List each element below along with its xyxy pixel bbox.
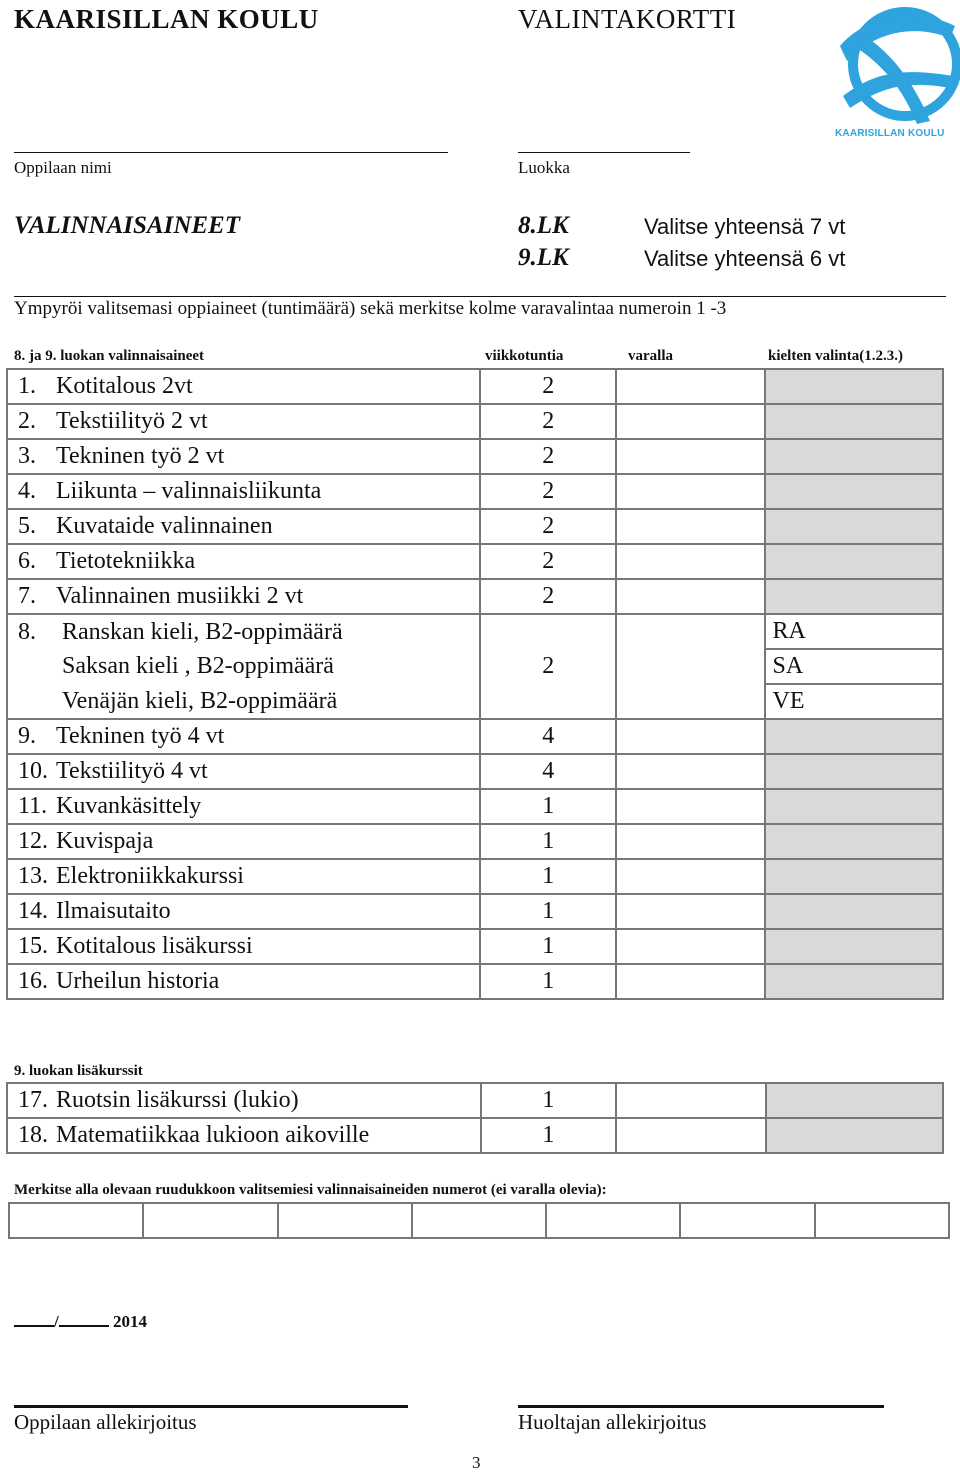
subject-cell	[7, 544, 480, 579]
hours-value: 2	[542, 408, 555, 434]
electives-table	[6, 368, 944, 1000]
hours-cell[interactable]	[480, 859, 616, 894]
subject-number: 6.	[18, 548, 36, 574]
guardian-signature-label: Huoltajan allekirjoitus	[518, 1410, 707, 1434]
hours-value: 2	[542, 548, 555, 574]
subject-cell	[7, 1118, 481, 1153]
form-title: VALINTAKORTTI	[518, 4, 737, 34]
logo-text: KAARISILLAN KOULU	[835, 128, 945, 139]
subject-cell	[7, 369, 480, 404]
table-row	[7, 404, 943, 439]
language-cell	[765, 404, 943, 439]
selection-grid	[8, 1202, 950, 1239]
table-row	[7, 929, 943, 964]
language-name: Ranskan kieli, B2-oppimäärä	[62, 618, 343, 645]
table-row	[7, 789, 943, 824]
hours-cell[interactable]	[480, 544, 616, 579]
col-reserve: varalla	[628, 348, 673, 364]
subject-number: 12.	[18, 828, 48, 854]
reserve-cell[interactable]	[616, 544, 765, 579]
col-language: kielten valinta(1.2.3.)	[768, 348, 903, 364]
selection-box[interactable]	[546, 1203, 680, 1238]
hours-cell[interactable]	[480, 614, 616, 649]
subject-name: Tekninen työ 2 vt	[56, 443, 225, 469]
hours-cell[interactable]	[480, 894, 616, 929]
reserve-cell[interactable]	[616, 369, 765, 404]
table-row	[7, 719, 943, 754]
reserve-cell[interactable]	[616, 404, 765, 439]
subject-number: 17.	[18, 1087, 48, 1113]
subject-name: Tekstiilityö 4 vt	[56, 758, 208, 784]
language-row	[7, 614, 943, 649]
reserve-cell[interactable]	[616, 719, 765, 754]
subject-cell	[7, 614, 480, 649]
hours-value: 2	[542, 583, 555, 609]
hours-cell[interactable]	[480, 509, 616, 544]
language-cell	[765, 964, 943, 999]
language-choice-cell[interactable]	[765, 649, 943, 684]
hours-cell[interactable]	[480, 649, 616, 684]
grade9-rule: Valitse yhteensä 6 vt	[644, 246, 846, 271]
reserve-cell[interactable]	[616, 754, 765, 789]
reserve-cell[interactable]	[616, 824, 765, 859]
subject-number: 10.	[18, 758, 48, 784]
language-cell	[765, 929, 943, 964]
subject-name: Kuvispaja	[56, 828, 154, 854]
subject-cell	[7, 649, 480, 684]
language-cell	[766, 1083, 943, 1118]
subject-number: 7.	[18, 583, 36, 609]
subject-cell	[7, 754, 480, 789]
table-row	[7, 824, 943, 859]
language-row	[7, 684, 943, 719]
language-cell	[765, 474, 943, 509]
subject-number: 18.	[18, 1122, 48, 1148]
language-cell	[766, 1118, 943, 1153]
table-row	[7, 1118, 943, 1153]
hours-value: 1	[542, 828, 555, 854]
reserve-cell[interactable]	[616, 1083, 765, 1118]
subject-name: Elektroniikkakurssi	[56, 863, 244, 889]
school-name: KAARISILLAN KOULU	[14, 4, 319, 34]
hours-cell[interactable]	[480, 439, 616, 474]
language-cell	[765, 544, 943, 579]
student-signature-label: Oppilaan allekirjoitus	[14, 1410, 197, 1434]
reserve-cell[interactable]	[616, 649, 765, 684]
hours-value: 2	[542, 478, 555, 504]
hours-cell[interactable]	[480, 754, 616, 789]
page-number: 3	[472, 1453, 481, 1472]
table-row	[7, 754, 943, 789]
language-code: SA	[772, 653, 804, 679]
instruction-text: Ympyröi valitsemasi oppiaineet (tuntimäärä) sekä merkitse kolme varavalintaa numeroin 1 -3	[14, 298, 727, 319]
hours-value: 1	[542, 793, 555, 819]
grade8-rule: Valitse yhteensä 7 vt	[644, 214, 846, 239]
hours-value: 2	[542, 373, 555, 399]
student-name-label: Oppilaan nimi	[14, 158, 112, 177]
extra-table	[6, 1082, 944, 1154]
language-cell	[765, 789, 943, 824]
subject-name: Urheilun historia	[56, 968, 220, 994]
hours-cell[interactable]	[480, 789, 616, 824]
table-row	[7, 964, 943, 999]
subject-cell	[7, 439, 480, 474]
date-field[interactable]	[14, 1312, 147, 1332]
subject-number: 4.	[18, 478, 36, 504]
subject-cell	[7, 684, 480, 719]
grade8-label: 8.LK	[518, 212, 569, 239]
subject-cell	[7, 859, 480, 894]
hours-cell[interactable]	[480, 474, 616, 509]
subject-cell	[7, 404, 480, 439]
selection-box[interactable]	[143, 1203, 277, 1238]
language-choice-cell[interactable]	[765, 684, 943, 719]
extra-title: 9. luokan lisäkurssit	[14, 1063, 143, 1079]
language-name: Venäjän kieli, B2-oppimäärä	[62, 687, 338, 714]
reserve-cell[interactable]	[616, 859, 765, 894]
subject-number: 1.	[18, 373, 36, 399]
hours-value: 1	[542, 863, 555, 889]
date-year: 2014	[112, 1312, 147, 1331]
subject-cell	[7, 1083, 481, 1118]
table-row	[7, 474, 943, 509]
subject-number: 3.	[18, 443, 36, 469]
language-cell	[765, 824, 943, 859]
student-signature-line[interactable]	[14, 1405, 408, 1408]
selection-box[interactable]	[680, 1203, 814, 1238]
table-row	[7, 859, 943, 894]
reserve-cell[interactable]	[616, 614, 765, 649]
subject-cell	[7, 824, 480, 859]
table-row	[7, 369, 943, 404]
subject-number: 11.	[18, 793, 48, 819]
language-cell	[765, 719, 943, 754]
subject-name: Ruotsin lisäkurssi (lukio)	[56, 1087, 299, 1113]
hours-cell[interactable]	[480, 824, 616, 859]
subject-name: Matematiikkaa lukioon aikoville	[56, 1122, 370, 1148]
reserve-cell[interactable]	[616, 579, 765, 614]
subject-number: 16.	[18, 968, 48, 994]
language-cell	[765, 754, 943, 789]
reserve-cell[interactable]	[616, 894, 765, 929]
hours-value: 1	[542, 933, 555, 959]
language-code: VE	[772, 688, 805, 714]
subject-number: 5.	[18, 513, 36, 539]
hours-cell[interactable]	[481, 1083, 617, 1118]
subject-name: Kuvataide valinnainen	[56, 513, 273, 539]
reserve-cell[interactable]	[616, 964, 765, 999]
subject-name: Tietotekniikka	[56, 548, 196, 574]
subject-number: 15.	[18, 933, 48, 959]
subject-name: Kotitalous lisäkurssi	[56, 933, 253, 959]
language-cell	[765, 509, 943, 544]
col-hours: viikkotuntia	[485, 348, 564, 364]
selection-box[interactable]	[815, 1203, 949, 1238]
hours-value: 1	[542, 1087, 555, 1113]
reserve-cell[interactable]	[616, 684, 765, 719]
grade9-label: 9.LK	[518, 244, 569, 271]
hours-cell[interactable]	[480, 404, 616, 439]
subject-cell	[7, 789, 480, 824]
table-row	[7, 544, 943, 579]
hours-cell[interactable]	[481, 1118, 617, 1153]
language-cell	[765, 369, 943, 404]
hours-value: 1	[542, 898, 555, 924]
hours-cell[interactable]	[480, 369, 616, 404]
language-cell	[765, 894, 943, 929]
subject-name: Ilmaisutaito	[56, 898, 171, 924]
subject-name: Tekninen työ 4 vt	[56, 723, 225, 749]
hours-value: 2	[542, 443, 555, 469]
subject-name: Kuvankäsittely	[56, 793, 202, 819]
language-cell	[765, 859, 943, 894]
selection-box[interactable]	[9, 1203, 143, 1238]
subject-name: Liikunta – valinnaisliikunta	[56, 478, 322, 504]
hours-value: 4	[542, 723, 555, 749]
language-cell	[765, 579, 943, 614]
subject-number: 2.	[18, 408, 36, 434]
reserve-cell[interactable]	[616, 1118, 765, 1153]
language-code: RA	[772, 618, 806, 644]
language-cell	[765, 439, 943, 474]
subject-cell	[7, 929, 480, 964]
guardian-signature-line[interactable]	[518, 1405, 884, 1408]
class-label: Luokka	[518, 158, 570, 177]
table-row	[7, 439, 943, 474]
subject-number: 13.	[18, 863, 48, 889]
electives-title: VALINNAISAINEET	[14, 212, 240, 239]
col-subject: 8. ja 9. luokan valinnaisaineet	[14, 348, 205, 364]
subject-cell	[7, 509, 480, 544]
subject-cell	[7, 894, 480, 929]
hours-cell[interactable]	[480, 684, 616, 719]
reserve-cell[interactable]	[616, 474, 765, 509]
subject-number: 14.	[18, 898, 48, 924]
language-choice-cell[interactable]	[765, 614, 943, 649]
table-row	[7, 894, 943, 929]
reserve-cell[interactable]	[616, 439, 765, 474]
subject-name: Valinnainen musiikki 2 vt	[56, 583, 304, 609]
subject-name: Tekstiilityö 2 vt	[56, 408, 208, 434]
table-row	[7, 509, 943, 544]
hours-value: 1	[542, 1122, 555, 1148]
school-logo	[835, 6, 960, 146]
reserve-cell[interactable]	[616, 929, 765, 964]
hours-value: 2	[542, 653, 555, 679]
language-name: Saksan kieli , B2-oppimäärä	[62, 653, 334, 679]
subject-number: 8.	[18, 618, 36, 645]
subject-cell	[7, 719, 480, 754]
table-row	[7, 579, 943, 614]
hours-value: 1	[542, 968, 555, 994]
hours-cell[interactable]	[480, 929, 616, 964]
subject-cell	[7, 474, 480, 509]
hours-cell[interactable]	[480, 964, 616, 999]
date-separator: /	[54, 1312, 59, 1331]
hours-value: 2	[542, 513, 555, 539]
hours-cell[interactable]	[480, 719, 616, 754]
selection-box[interactable]	[278, 1203, 412, 1238]
language-row	[7, 649, 943, 684]
selection-instruction: Merkitse alla olevaan ruudukkoon valitsemiesi valinnaisaineiden numerot (ei varalla olevia):	[14, 1182, 607, 1198]
hours-cell[interactable]	[480, 579, 616, 614]
subject-number: 9.	[18, 723, 36, 749]
subject-cell	[7, 579, 480, 614]
table-row	[7, 1083, 943, 1118]
selection-box[interactable]	[412, 1203, 546, 1238]
reserve-cell[interactable]	[616, 789, 765, 824]
subject-cell	[7, 964, 480, 999]
reserve-cell[interactable]	[616, 509, 765, 544]
hours-value: 4	[542, 758, 555, 784]
subject-name: Kotitalous 2vt	[56, 373, 193, 399]
